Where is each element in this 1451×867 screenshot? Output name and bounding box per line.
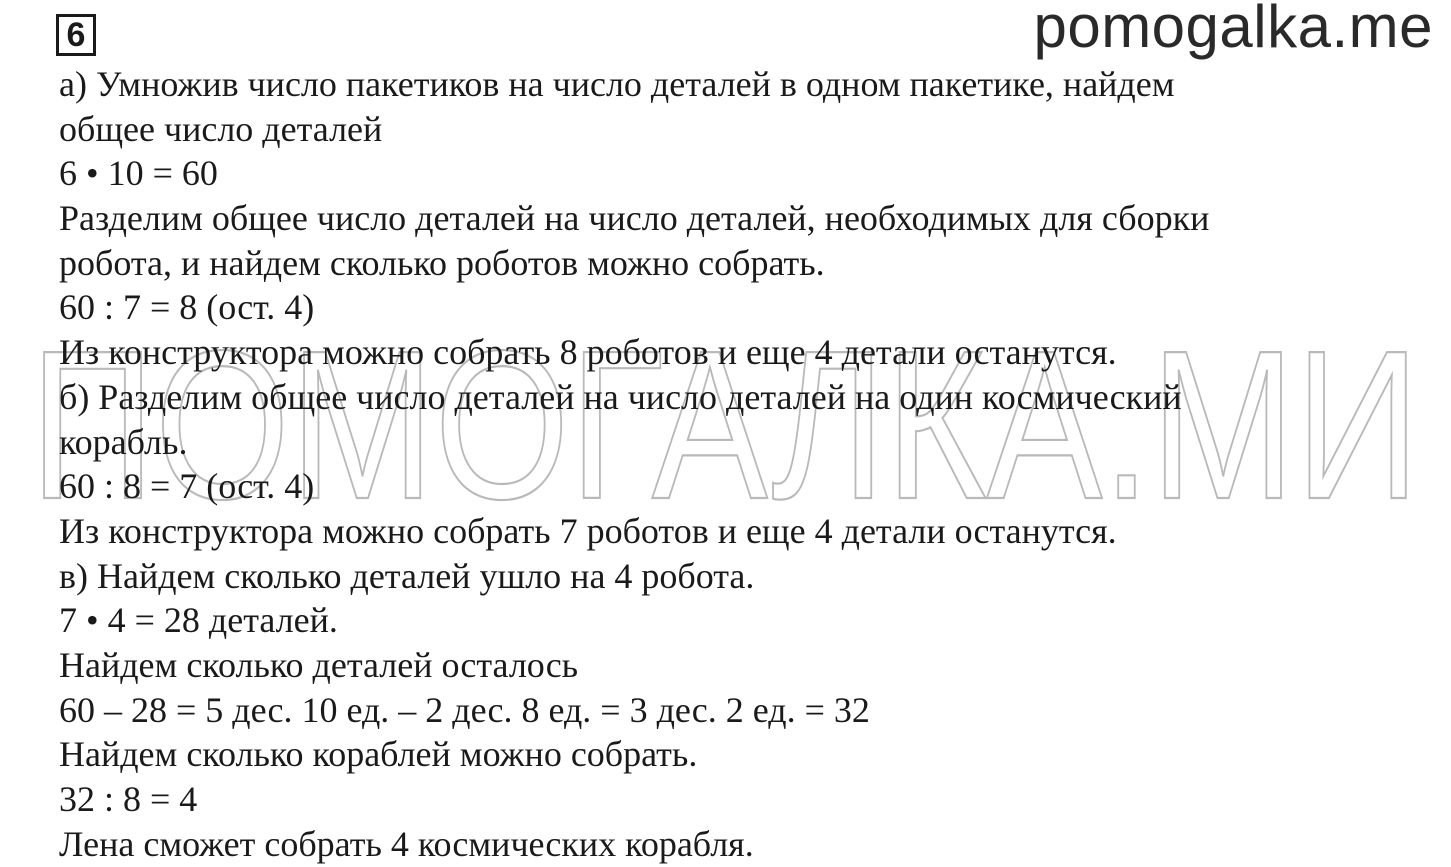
text-line: Из конструктора можно собрать 7 роботов и еще 4 детали останутся. <box>59 510 1117 551</box>
text-line: 7 • 4 = 28 деталей. <box>59 600 338 641</box>
task-number-box <box>56 14 96 56</box>
text-line: общее число деталей <box>59 108 383 149</box>
text-line: 32 : 8 = 4 <box>59 779 198 819</box>
text-line: 60 : 8 = 7 (ост. 4) <box>59 466 315 507</box>
text-line: Найдем сколько кораблей можно собрать. <box>59 734 698 775</box>
text-line: робота, и найдем сколько роботов можно собрать. <box>59 242 825 283</box>
text-line: Найдем сколько деталей осталось <box>59 644 579 685</box>
text-line: в) Найдем сколько деталей ушло на 4 робота. <box>59 555 755 596</box>
text-line: Лена сможет собрать 4 космических корабля. <box>59 823 754 864</box>
text-line: Из конструктора можно собрать 8 роботов и еще 4 детали останутся. <box>59 332 1117 373</box>
text-line: 60 – 28 = 5 дес. 10 ед. – 2 дес. 8 ед. = 3 дес. 2 ед. = 32 <box>59 689 870 730</box>
text-line: 6 • 10 = 60 <box>59 153 218 194</box>
text-line: а) Умножив число пакетиков на число деталей в одном пакетике, найдем <box>59 64 1175 104</box>
text-line: 60 : 7 = 8 (ост. 4) <box>59 287 315 328</box>
task-number: 6 <box>66 16 86 54</box>
text-line: б) Разделим общее число деталей на число деталей на один космический <box>59 376 1182 417</box>
text-line: корабль. <box>59 421 188 462</box>
site-logo: pomogalka.me <box>1033 0 1433 60</box>
watermark-text: ПОМОГАЛКА.МИ <box>30 330 1420 520</box>
solution-text <box>59 62 1429 866</box>
text-line: Разделим общее число деталей на число деталей, необходимых для сборки <box>59 198 1210 239</box>
